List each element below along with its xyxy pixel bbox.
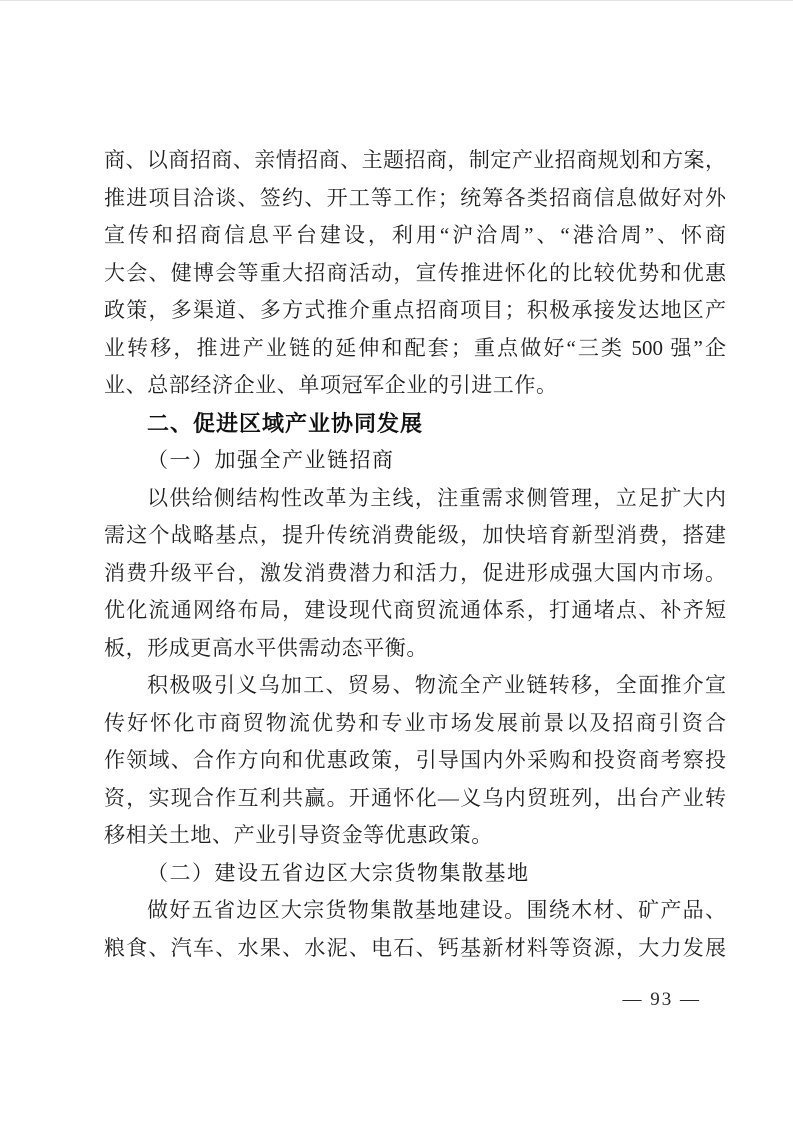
text-line: 推进项目洽谈、签约、开工等工作；统筹各类招商信息做好对外 bbox=[104, 185, 726, 210]
text-line: 业转移，推进产业链的延伸和配套；重点做好“三类 500 强”企 bbox=[104, 335, 726, 360]
text-line: 板，形成更高水平供需动态平衡。 bbox=[104, 635, 428, 660]
section-heading: 二、促进区域产业协同发展 bbox=[147, 410, 424, 436]
text-line: 传好怀化市商贸物流优势和专业市场发展前景以及招商引资合 bbox=[104, 710, 726, 735]
text-line: 移相关土地、产业引导资金等优惠政策。 bbox=[104, 823, 493, 847]
text-line: 积极吸引义乌加工、贸易、物流全产业链转移，全面推介宣 bbox=[147, 673, 726, 697]
text-line: 优化流通网络布局，建设现代商贸流通体系，打通堵点、补齐短 bbox=[104, 598, 726, 622]
text-line: 消费升级平台，激发消费潜力和活力，促进形成强大国内市场。 bbox=[104, 560, 726, 585]
subsection-heading: （二）建设五省边区大宗货物集散基地 bbox=[147, 860, 530, 885]
text-line: 作领域、合作方向和优惠政策，引导国内外采购和投资商考察投 bbox=[104, 748, 726, 772]
text-line: 大会、健博会等重大招商活动，宣传推进怀化的比较优势和优惠 bbox=[104, 260, 726, 285]
text-line: 以供给侧结构性改革为主线，注重需求侧管理，立足扩大内 bbox=[147, 485, 726, 510]
text-line: 宣传和招商信息平台建设，利用“沪洽周”、“港洽周”、怀商 bbox=[104, 223, 726, 247]
text-line: 做好五省边区大宗货物集散基地建设。围绕木材、矿产品、 bbox=[147, 898, 726, 922]
text-line: 资，实现合作互利共赢。开通怀化—义乌内贸班列，出台产业转 bbox=[104, 785, 726, 810]
text-line: 商、以商招商、亲情招商、主题招商，制定产业招商规划和方案， bbox=[104, 148, 726, 172]
text-line: 业、总部经济企业、单项冠军企业的引进工作。 bbox=[104, 373, 558, 397]
page-number: — 93 — bbox=[622, 989, 701, 1010]
text-line: 粮食、汽车、水果、水泥、电石、钙基新材料等资源，大力发展 bbox=[104, 935, 726, 960]
text-line: 需这个战略基点，提升传统消费能级，加快培育新型消费，搭建 bbox=[104, 523, 726, 547]
document-body bbox=[104, 142, 726, 967]
text-line: 政策，多渠道、多方式推介重点招商项目；积极承接发达地区产 bbox=[104, 298, 726, 322]
subsection-heading: （一）加强全产业链招商 bbox=[147, 448, 395, 472]
